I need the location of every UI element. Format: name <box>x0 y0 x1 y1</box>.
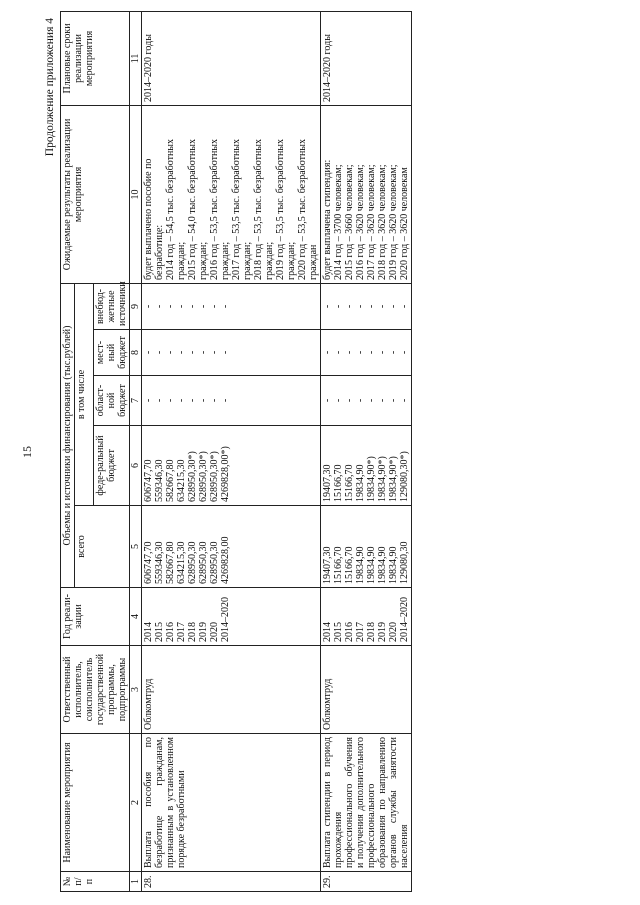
table-row <box>321 11 412 891</box>
page-number: 15 <box>20 446 34 458</box>
row-result <box>321 105 412 283</box>
header-federal: феде-ральный бюджет <box>94 426 130 506</box>
row-name: Выплата стипендии в период прохождения профессионального обучения и получения дополнительного профессионального образования по направлению органов службы занятости населения <box>321 734 412 872</box>
dash-cell: - <box>355 398 366 403</box>
row-executor: Облкомтруд <box>321 646 412 734</box>
header-regional: област-ной бюджет <box>94 376 130 426</box>
federal-cell: 559346,30 <box>154 459 165 502</box>
header-total: всего <box>75 506 130 588</box>
dash-cell: - <box>154 350 165 355</box>
result-line: 2019 год – 53,5 тыс. безработных граждан; <box>275 138 297 280</box>
col-number: 7 <box>130 376 142 426</box>
total-cell: 15166,70 <box>344 546 355 584</box>
year-cell: 2014–2020 <box>220 597 231 642</box>
header-result: Ожидаемые результаты реализации мероприятия <box>61 105 130 283</box>
total-cell: 19834,90 <box>388 546 399 584</box>
year-cell: 2020 <box>209 622 220 642</box>
federal-cell: 4269828,00*) <box>220 446 231 502</box>
header-including: в том числе <box>75 283 94 505</box>
federal-cell: 634215,30 <box>176 459 187 502</box>
dash-cell: - <box>388 350 399 355</box>
col-number: 5 <box>130 506 142 588</box>
dash-cell: - <box>209 304 220 309</box>
total-cell: 19834,90 <box>366 546 377 584</box>
dash-cell: - <box>377 350 388 355</box>
total-cell: 19407,30 <box>322 546 333 584</box>
header-number: № п/п <box>61 872 130 892</box>
dash-cell: - <box>165 304 176 309</box>
row-years <box>321 588 412 646</box>
total-cell: 634215,30 <box>176 541 187 584</box>
dash-cell: - <box>344 350 355 355</box>
dash-cell: - <box>355 350 366 355</box>
result-line: 2016 год – 53,5 тыс. безработных граждан; <box>209 138 231 280</box>
col-number: 4 <box>130 588 142 646</box>
year-cell: 2019 <box>198 622 209 642</box>
header-name: Наименование мероприятия <box>61 734 130 872</box>
result-line: 2014 год – 54,5 тыс. безработных граждан; <box>165 138 187 280</box>
col-number: 9 <box>130 283 142 329</box>
dash-cell: - <box>344 304 355 309</box>
dash-cell: - <box>220 350 231 355</box>
row-regional <box>321 376 412 426</box>
dash-cell: - <box>344 398 355 403</box>
dash-cell: - <box>154 304 165 309</box>
row-local <box>142 330 321 376</box>
total-cell: 4269828,00 <box>220 536 231 584</box>
total-cell: 628950,30 <box>198 541 209 584</box>
total-cell: 19834,90 <box>355 546 366 584</box>
row-executor: Облкомтруд <box>142 646 321 734</box>
dash-cell: - <box>322 398 333 403</box>
result-line: 2018 год – 3620 человекам; <box>377 164 388 280</box>
row-local <box>321 330 412 376</box>
federal-cell: 628950,30*) <box>209 451 220 502</box>
total-cell: 559346,30 <box>154 541 165 584</box>
row-number: 29. <box>321 872 412 892</box>
dash-cell: - <box>333 304 344 309</box>
header-extrabudget: внебюд-жетные источники <box>94 283 130 329</box>
dash-cell: - <box>322 350 333 355</box>
dash-cell: - <box>143 304 154 309</box>
dash-cell: - <box>366 304 377 309</box>
total-cell: 15166,70 <box>333 546 344 584</box>
year-cell: 2018 <box>366 622 377 642</box>
result-line: 2014 год – 3700 человекам; <box>333 164 344 280</box>
dash-cell: - <box>154 398 165 403</box>
federal-cell: 628950,30*) <box>187 451 198 502</box>
row-total <box>321 506 412 588</box>
year-cell: 2017 <box>355 622 366 642</box>
dash-cell: - <box>187 398 198 403</box>
dash-cell: - <box>176 350 187 355</box>
header-year: Год реали-зации <box>61 588 130 646</box>
federal-cell: 15166,70 <box>344 464 355 502</box>
year-cell: 2016 <box>165 622 176 642</box>
result-line: 2015 год – 54,0 тыс. безработных граждан; <box>187 138 209 280</box>
dash-cell: - <box>220 398 231 403</box>
continuation-label: Продолжение приложения 4 <box>44 18 56 157</box>
federal-cell: 19407,30 <box>322 464 333 502</box>
table-row <box>142 11 321 891</box>
row-name: Выплата пособия по безработице гражданам, признанным в установленном порядке безработными <box>142 734 321 872</box>
col-number: 1 <box>130 872 142 892</box>
federal-cell: 129080,30*) <box>399 451 410 502</box>
row-federal <box>142 426 321 506</box>
col-number: 6 <box>130 426 142 506</box>
dash-cell: - <box>220 304 231 309</box>
dash-cell: - <box>165 350 176 355</box>
row-result <box>142 105 321 283</box>
year-cell: 2014 <box>322 622 333 642</box>
row-total <box>142 506 321 588</box>
dash-cell: - <box>388 304 399 309</box>
col-number: 2 <box>130 734 142 872</box>
year-cell: 2020 <box>388 622 399 642</box>
col-number: 8 <box>130 330 142 376</box>
dash-cell: - <box>366 350 377 355</box>
dash-cell: - <box>388 398 399 403</box>
col-number: 3 <box>130 646 142 734</box>
dash-cell: - <box>176 398 187 403</box>
federal-cell: 19834,90*) <box>377 456 388 502</box>
dash-cell: - <box>399 398 410 403</box>
year-cell: 2015 <box>333 622 344 642</box>
year-cell: 2017 <box>176 622 187 642</box>
row-period: 2014–2020 годы <box>142 11 321 105</box>
header-local: мест-ный бюджет <box>94 330 130 376</box>
year-cell: 2015 <box>154 622 165 642</box>
federal-cell: 19834,90*) <box>366 456 377 502</box>
row-extrabudget <box>142 283 321 329</box>
dash-cell: - <box>377 304 388 309</box>
dash-cell: - <box>333 350 344 355</box>
dash-cell: - <box>366 398 377 403</box>
year-cell: 2014–2020 <box>399 597 410 642</box>
dash-cell: - <box>209 398 220 403</box>
total-cell: 628950,30 <box>209 541 220 584</box>
dash-cell: - <box>165 398 176 403</box>
header-period: Плановые сроки реализации мероприятия <box>61 11 130 105</box>
total-cell: 129080,30 <box>399 541 410 584</box>
header-executor: Ответственный исполнитель, соисполнитель государственной программы, подпрограммы <box>61 646 130 734</box>
result-line: 2020 год – 53,5 тыс. безработных граждан <box>297 138 319 280</box>
result-line: будет выплачена стипендия: <box>322 159 333 280</box>
dash-cell: - <box>322 304 333 309</box>
program-table <box>60 11 412 892</box>
col-number: 11 <box>130 11 142 105</box>
federal-cell: 628950,30*) <box>198 451 209 502</box>
result-line: 2017 год – 3620 человекам; <box>366 164 377 280</box>
result-line: 2018 год – 53,5 тыс. безработных граждан; <box>253 138 275 280</box>
result-line: будет выплачено пособие по безработице: <box>143 158 165 280</box>
dash-cell: - <box>399 304 410 309</box>
row-federal <box>321 426 412 506</box>
row-extrabudget <box>321 283 412 329</box>
dash-cell: - <box>377 398 388 403</box>
result-line: 2017 год – 53,5 тыс. безработных граждан; <box>231 138 253 280</box>
federal-cell: 606747,70 <box>143 459 154 502</box>
dash-cell: - <box>143 350 154 355</box>
dash-cell: - <box>143 398 154 403</box>
row-regional <box>142 376 321 426</box>
result-line: 2020 год – 3620 человекам <box>399 167 410 280</box>
total-cell: 582667,80 <box>165 541 176 584</box>
dash-cell: - <box>333 398 344 403</box>
federal-cell: 582667,80 <box>165 459 176 502</box>
year-cell: 2016 <box>344 622 355 642</box>
column-numbers-row <box>130 11 142 891</box>
dash-cell: - <box>187 350 198 355</box>
year-cell: 2014 <box>143 622 154 642</box>
dash-cell: - <box>198 304 209 309</box>
col-number: 10 <box>130 105 142 283</box>
total-cell: 628950,30 <box>187 541 198 584</box>
federal-cell: 19834,90 <box>355 464 366 502</box>
result-line: 2019 год – 3620 человекам; <box>388 164 399 280</box>
header-financing: Объемы и источники финансирования (тыс.рублей) <box>61 283 75 587</box>
federal-cell: 19834,90*) <box>388 456 399 502</box>
year-cell: 2018 <box>187 622 198 642</box>
total-cell: 606747,70 <box>143 541 154 584</box>
year-cell: 2019 <box>377 622 388 642</box>
dash-cell: - <box>399 350 410 355</box>
dash-cell: - <box>355 304 366 309</box>
row-years <box>142 588 321 646</box>
dash-cell: - <box>198 398 209 403</box>
dash-cell: - <box>176 304 187 309</box>
federal-cell: 15166,70 <box>333 464 344 502</box>
rotated-page <box>20 12 620 892</box>
result-line: 2016 год – 3620 человекам; <box>355 164 366 280</box>
dash-cell: - <box>187 304 198 309</box>
total-cell: 19834,90 <box>377 546 388 584</box>
dash-cell: - <box>198 350 209 355</box>
row-period: 2014–2020 годы <box>321 11 412 105</box>
dash-cell: - <box>209 350 220 355</box>
result-line: 2015 год – 3660 человекам; <box>344 164 355 280</box>
row-number: 28. <box>142 872 321 892</box>
